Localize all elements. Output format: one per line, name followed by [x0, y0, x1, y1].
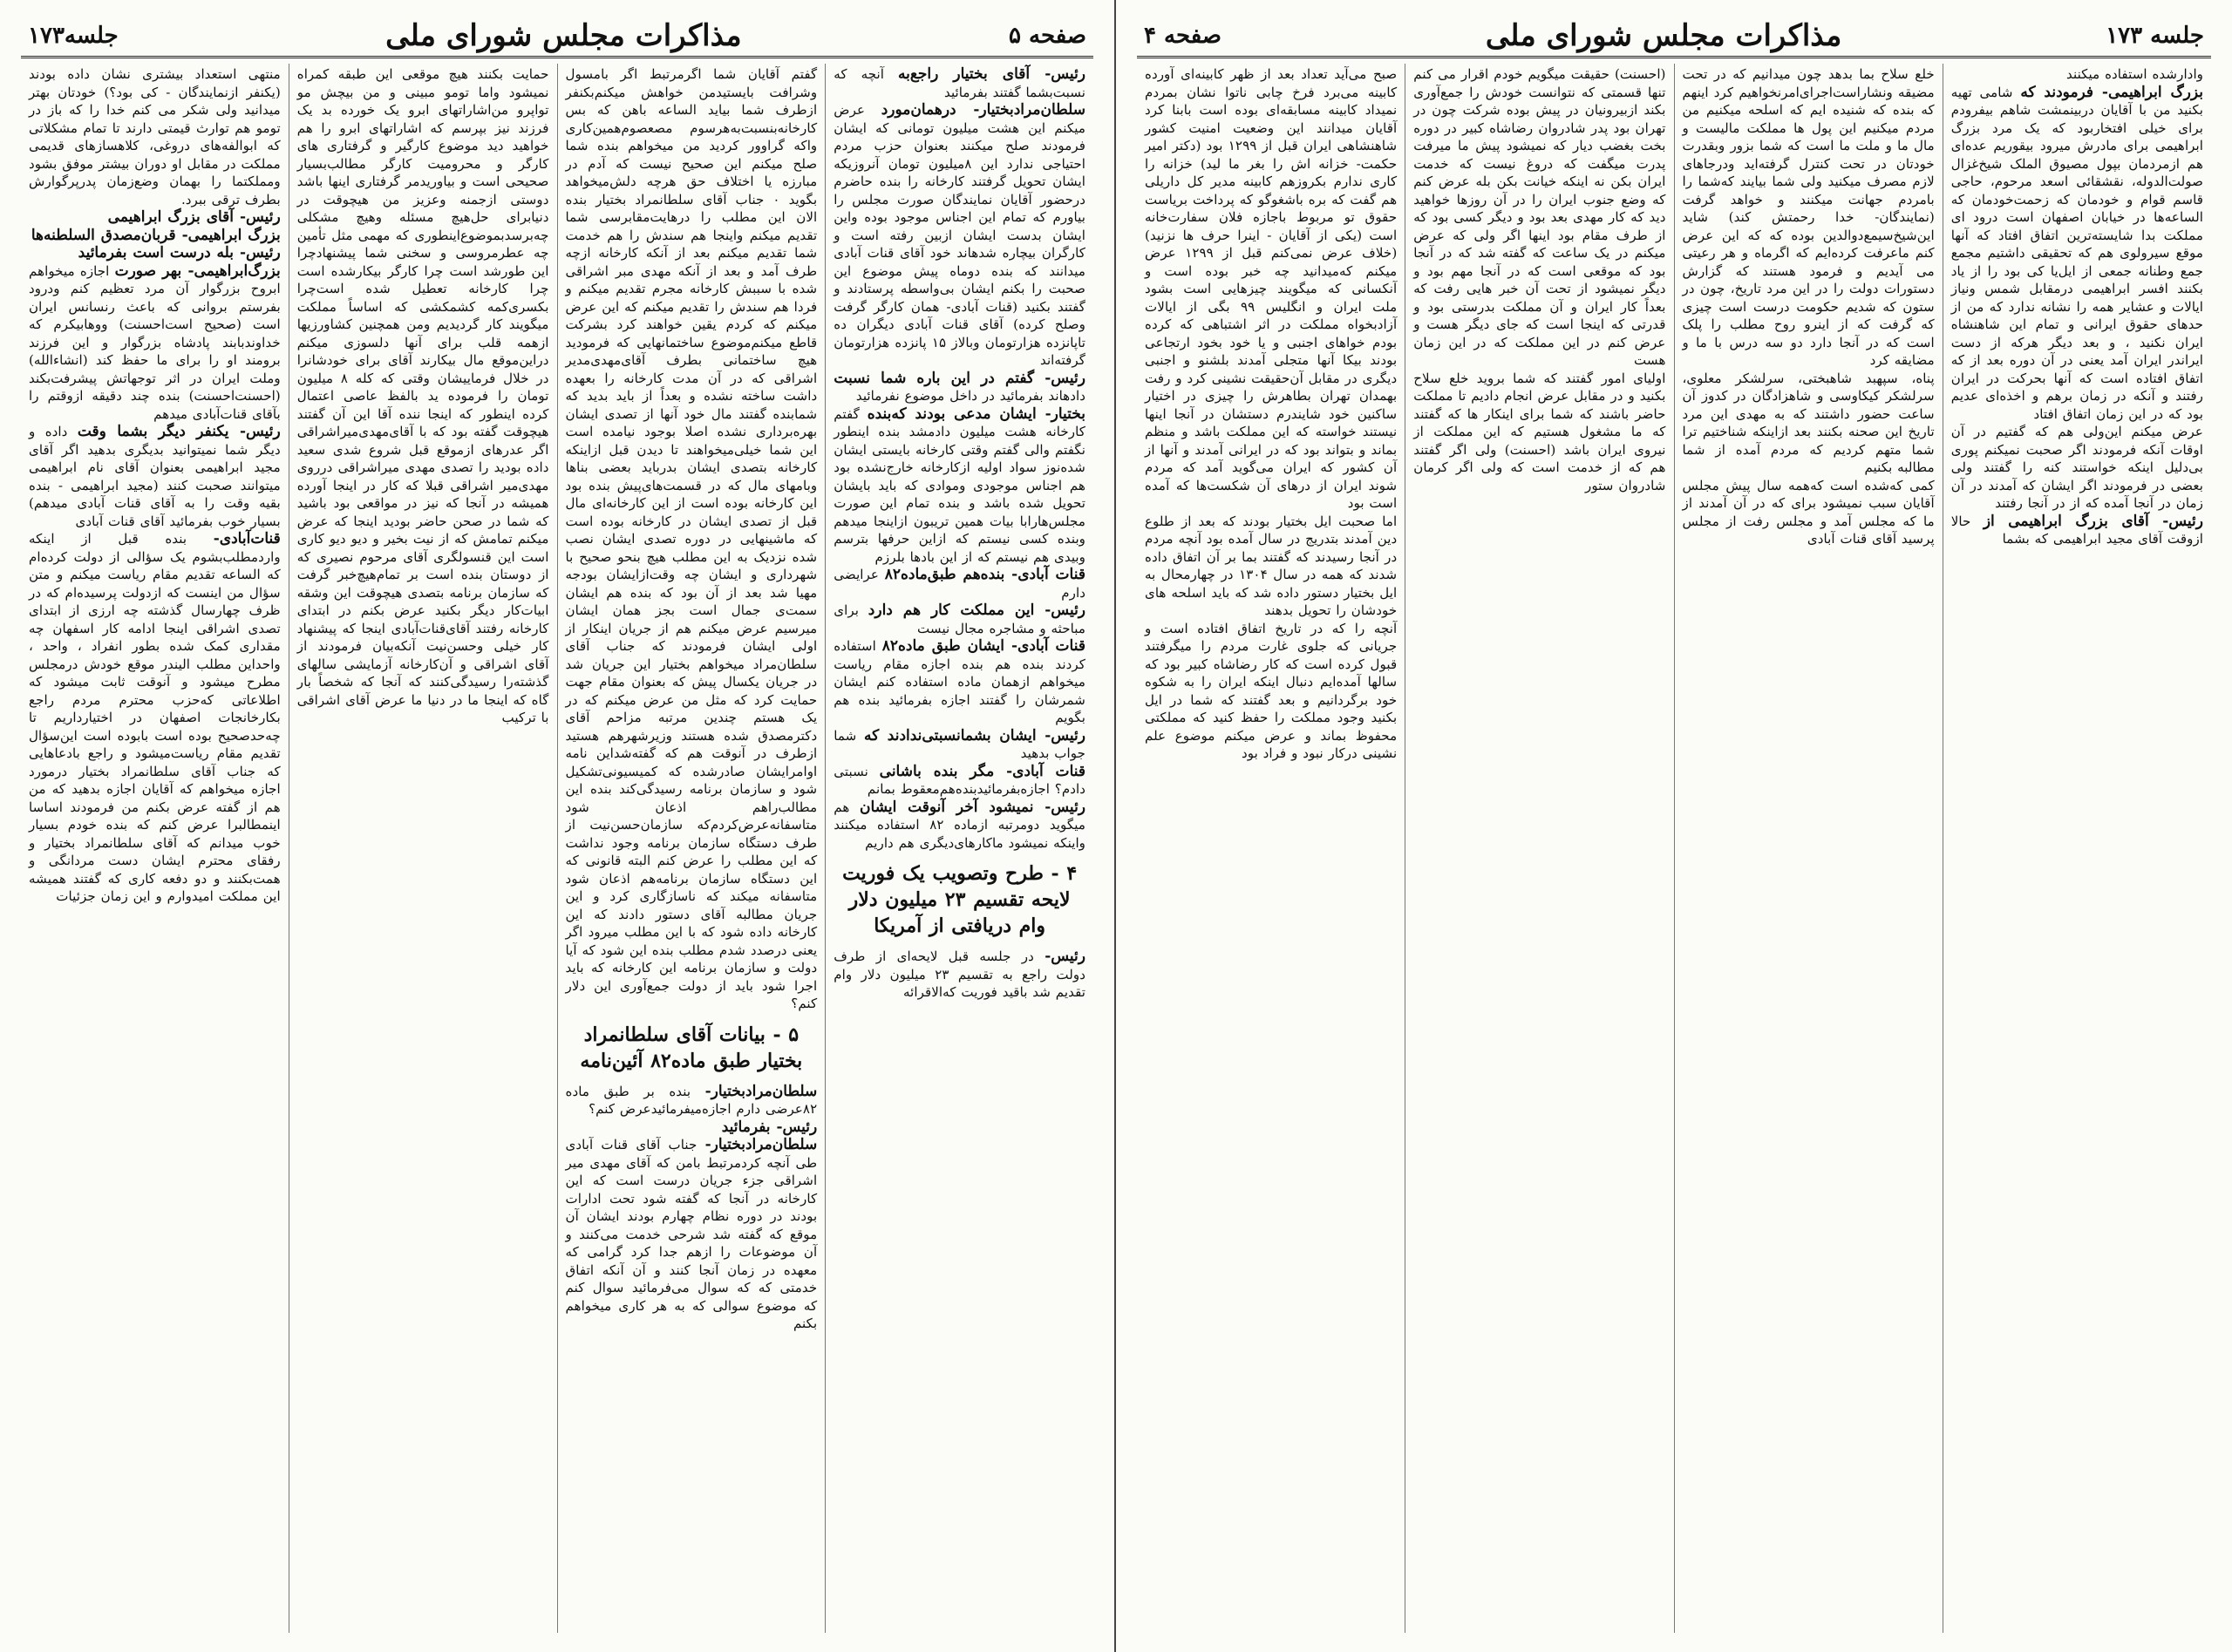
- paragraph-text: خلع سلاح بما بدهد چون میدانیم که در تحت مضیقه ونشاراست‌اجرای‌امرنخواهیم کرد اینهم که بنده که شنیده ایم که اسلحه میکنیم من مردم میکنیم این پول ها مملکت مالیست و مال ما و ملت ما است که شما بزور‌ و‌بقدرت‌ خودتان در تحت کنترل گرفته‌اید ودرجاهای لازم مصرف میکنید ولی شما‌ بیایند که‌شما را بامردم جهانت میکنند و خواهد گرفت (نمایندگان- خدا رحمتش کند) شاید این‌شیخ‌سیمع‌دوالدین بوده که که این عرض کنم ماعرفت کرده‌ایم که اگرماه و هر رعیتی می‌ آیدیم و فرمود هستند که گزارش دستورات‌ دولت را در این مرد تاریخ، چون در ستون که شدیم حکومت درست است چیزی‌ که گرفت که از اینرو روح مطلب را‌ پلک است که در آنجا دارد دو سه درس با ما و مضایقه کرد: [1682, 66, 1935, 368]
- paragraph-text: آنچه را که در تاریخ اتفاق افتاده است و جریانی که جلوی غارت مردم را میگرفتند قبول کرده است که کار رضاشاه کبیر بود که سالها آمده‌ایم دنبال اینکه ایران را به شکوه خود برگردانیم و بعد گفتند که شما در ایل بکنید‌ وجود مملکت را حفظ کنید که مملکتی محفوظ بماند و عرض میکنم موضوع علم نشینی درکار نبود و فراد بود: [1145, 620, 1398, 761]
- paragraph-text: اجازه میخواهم ابروح بزرگوار آن مرد تعظیم کنم ودرود بفرستم بروانی که باعث رنسانس ایران است (صحیح است‌احسنت) ووهابیکرم که خداوندبابند پادشاه‌ بزرگوار و این فرزند برومند او را برای ما حفظ کند (انشاءالله) وملت ایران در اثر توجهاتش پیشرفت‌بکند (احسنت‌احسنت) بنده‌ چند دقیقه ازوقتم را بآقای قنات‌آبادی میدهم: [29, 262, 281, 422]
- session-number: جلسه ۱۷۳: [2106, 23, 2204, 49]
- text-column: [1943, 64, 2211, 1633]
- text-column: [289, 64, 557, 1633]
- text-column: [557, 64, 826, 1633]
- paragraph: [834, 948, 1085, 1002]
- speaker-name: بزرگ ابراهیمی- فرمودند که: [2020, 83, 2203, 101]
- paragraph-text: منتهی استعداد بیشتری نشان داده بودند (یکنفر ازنمایندگان - کی بود؟) خودتان بهتر میدانید ولی شکر می کنم خدا را که باز در تومو هم توارث قیمتی دارند تا تمام مشکلاتی که ابوالفه‌های دروغی، کلاهسازهای قدیمی مملکت در مقابل او دوران بیشتر موفق بشود ومملکتما را بهمان وضع‌زمان پدرپرگوارش بطرف ترقی ببرد.: [29, 66, 281, 207]
- section-heading: ۵ - بیانات آقای سلطانمراد بختیار طبق ماده۸۲ آئین‌نامه: [580, 1023, 803, 1072]
- paragraph-text: برای مباحثه و مشاجره مجال نیست: [834, 602, 1085, 636]
- speaker-name: سلطان‌مرادبختیار-: [704, 1136, 818, 1153]
- paragraph: [1683, 65, 1935, 370]
- paragraph: [834, 101, 1085, 370]
- paragraph: [1951, 84, 2203, 424]
- page-title: مذاکرات مجلس شورای ملی: [1485, 18, 1842, 53]
- page-header: [21, 16, 1093, 58]
- paragraph-text: شما جواب بدهید: [834, 727, 1085, 761]
- paragraph: [1683, 370, 1935, 477]
- paragraph: [566, 1118, 818, 1137]
- paragraph: [834, 370, 1085, 405]
- paragraph: [566, 65, 818, 1013]
- session-number: جلسه۱۷۳: [28, 23, 119, 49]
- paragraph: [834, 763, 1085, 799]
- speaker-name: رئیس- ایشان بشمانسبتی‌ندادند که: [863, 726, 1086, 744]
- paragraph-text: هم میگوید دومرتبه ازماده ۸۲ استفاده میکنند واینکه نمیشود ماکارهای‌دیگری هم داریم: [834, 799, 1085, 851]
- paragraph: [29, 530, 281, 906]
- paragraph-text: عرایضی دارم: [834, 567, 1085, 601]
- speaker-name: قنات‌آبادی-: [213, 530, 281, 547]
- columns: [1137, 64, 2211, 1633]
- speaker-name: رئیس-: [1045, 948, 1085, 965]
- page-header: [1137, 16, 2211, 58]
- paragraph-text: (احسنت) حقیقت میگویم خودم اقرار می کنم تنها قسمتی که نتوانست خودش را جمع‌آوری بکند ازبیرونیان در پیش بوده شرکت چون در تهران بود پدر شادروان رضاشاه کبیر در دوره بخت بغضب دیار که نمیشود پیش ما میرفت پدرت میگفت که دروغ نیست که خدمت ایران بکن نه اینکه‌ خیانت بکن بله عرض کنم که وضع جنوب ایران را در آن روز‌ها خواهید دید که کار مهدی‌ بعد بود و دیگر کسی بود که از طرف مقام بود اینها اگر ولی که عرض میکنم در یک‌ ساعت که گفته شد که در آنجا بود که موقعی است که در آنجا مهم بود و دیگر نمیشود از تحت آن خبر هایی رفت که بعداً کار ایران و آن مملکت بدرستی بود و قدرتی که اینجا است که جای دیگر هست و عرض کنم در این مملکت که در این زمان هست: [1413, 66, 1666, 368]
- paragraph: [834, 799, 1085, 853]
- speaker-name: رئیس- یکنفر دیگر بشما وقت: [77, 423, 281, 440]
- paragraph-text: حمایت بکنند هیچ موقعی این طبقه کمراه نمیشود واما تومو مبینی و من بیچش مو تواپرو من‌اشاراتهای ابرو یک خورده بد یک فرزند نیز بپرسم که اشاراتهای ابرو را هم خواهید دید موضوع کارگیر و گرفتاری های کارگر و محرومیت کارگر مطالب‌بسیار صحیحی است و بیاوریدمر گرفتاری اینها باشد دوستی ازجمنه وعزیز من هیچوقت در دنیابرای حل‌هیچ مسئله وهیچ مشکلی چه‌برسدبموضوع‌اینطوری‌ که‌ مهمی مثل تأمین چه عطرمروسی و سخنی شما پیشنهادچرا این طورشد است چرا کارگر بیکارشده است چرا کارخانه تعطیل شده است‌چرا بکسری‌کمه کشمکشی‌ که اساساً‌ مملکت میگویند کار گردیدیم ومن همچنین‌ کشاورزیها ازهمه قلب برای آنها دلسوزی میکنم دراین‌موقع مال بیکارند آقای برای خودشانرا در خلال فرماییشان وقتی که کله ۸ میلیون تومان را فرموده ید بالفظ عاصی اعتمال کرده اینطور که اینجا ننده آقا این آن گفتند هیچوقت گفته بود که با آقای‌مهدی‌میراشراقی اگر عدرهای ازموقع قبل شروع شدی سعید داده بودید را تصدی مهدی میراشراقی درروی مهدی‌میر اشراقی قبلا که کار در اینجا آورده همیشه در آنجا که نیز در مواقعی بود باشید که شما در صحن حاضر بودید اینجا که عرض میکنم تمامش که از نیت بخیر و دیو دیو کاری است این قنسولگری آقای مرحوم نصیری که از دوستان بنده است بر تمام‌هیچ‌خبر گرفت که سازمان برنامه بتصدی هیچوقت این وشقه ابیات‌کار دیگر بکنید عرض بکنم در ابتدای کارخانه رفتند آقای‌قنات‌آبادی اینجا که‌ پیشنهاد کار خیلی وحسن‌نیت آنکه‌بیان فرمودند از آقای اشراقی و آن‌کارخانه آزمایشی سالهای گذشته‌را رسیدگی‌کنند که آنجا که شخصاً بار گاه که اینجا ما در دنیا ما عرض آقای اشراقی با ترکیب: [296, 66, 549, 725]
- paragraph-text: شامی تهیه بکنید من با آقایان دربینمشت شاهم بیفرودم برای خیلی افتخاربود که یک مرد بزرگ ابراهیمی برای مادرش میرود بیقوریم عده‌ای هم ازمردمان‌ بپول‌ مصیوق الملک شیخ‌غزال‌ صولت‌الدوله، نقشقائی اسعد مرحوم، حاجی قاسم قوام و خودمان که زحمت‌خودمان که الساعه‌ها در خیابان اصفهان است درود ای مملکت بدا شایسته‌ترین اتفاق افتاد که آنها موقع سیرولوی هم که تحقیقی داشتیم مجمع جمع وطنانه جمعی از ایل‌یا کی بود را از یاد بکنند افسر ابراهیمی درمقابل شمس ونیاز ایالات و عشایر همه را نشانه ندارد که‌ من از حدهای حقوق ایرانی و تمام این شاهنشاه‌ ایران‌ نکنید ، و بعد دیگر هرکه از دست ایراندر ایران آمد یعنی در آن دوره بعد از که اتفاق افتاده است که آنها‌ بحرکت در ایران‌ رفتند و آنکه در زمان برهم و اخذه‌ای عدیم بود که در این زمان اتفاق افتاد: [1950, 84, 2203, 422]
- page-number: صفحه ۴: [1144, 23, 1221, 49]
- paragraph-text: کمی‌ که‌شده‌ است که‌همه سال پیش مجلس آقایان سبب نمیشود برای که در آن آمدند از ما که مجلس آمد و مجلس رفت از مجلس پرسید آقای قنات آبادی: [1682, 477, 1935, 547]
- paragraph-text: صبح می‌آید تعداد بعد از ظهر کابینه‌ای آورده کابینه می‌برد فرخ‌ چابی‌ ناتوا نشان بمردم نمیداد کابینه مسابقه‌ای بوده است بابنا کرد آقایان میدانند این وضعیت امنیت کشور شاهنشاهی ایران قبل از ۱۲۹۹ بود (دکتر امیر حکمت- خزانه‌ اش را بغر ما لید) خزانه را کاری ندارم بکروزهم کابینه مدیر کل داریلی هم گفت که بره باشغوگو که پرداخت بریاست حقوق تو مربوط باجازه فلان سفارت‌خانه است (یکی از آقایان - اینرا حرف ها نزنید) (خلاف عرض نمی‌کنم قبل از ۱۲۹۹ عرض میکنم که‌میدانید چه خبر بوده است و آنکسانی که میگویند چیز‌هایی است‌ بشود‌ ملت ایران و انگلیس ۹۹ بگی از ایالات آزاد‌بخواه مملکت در اثر اشتباهی که کرده بودم‌ خواهای اجنبی و یا خود بخود‌ ارتجاعی‌ بودند بیکا آنها متجلی آمدند بلشنو و اجنبی دیگری در مقابل آن‌حقیقت نشینی کرد و رفت بهمدان تهران بطاهرش را چیزی در اختیار ساکنین خود شایندرم دستشان در آنجا اینها نیستند خواسته که این مملکت باشد و منظم بماند و بتواند بود که در ایرانی آمدند و آنها از آن کشور که ایران می‌گوید آمد که مردم شوند ایران از درهای آن شکست‌ها که آمده است بود: [1145, 66, 1398, 511]
- paragraph: [29, 227, 281, 245]
- speaker-name: بزرگ‌ابراهیمی- بهر صورت: [114, 262, 281, 280]
- text-column: [21, 64, 289, 1633]
- paragraph-text: آنچه که نسبت‌بشما گفتند بفرمائید: [834, 66, 1085, 100]
- paragraph-text: دادهاند بفرمائید در داخل موضوع‌ نفرمائید: [855, 388, 1085, 404]
- paragraph: [1951, 65, 2203, 84]
- paragraph: [1145, 65, 1397, 513]
- paragraph: [1413, 370, 1665, 495]
- paragraph: [834, 637, 1085, 727]
- speaker-name: رئیس- بفرمائید: [721, 1118, 818, 1136]
- paragraph: [1145, 513, 1397, 620]
- paragraph-text: استفاده کردند بنده هم بنده اجازه مقام ریاست میخواهم ازهمان ماده استفاده کنم ایشان شمرشان را گفتند اجازه بفرمائید بنده هم بگویم: [834, 638, 1085, 725]
- paragraph-text: جناب آقای قنات آبادی طی آنچه کردمرتبط بامن که آقای مهدی میر اشراقی جزء جریان درست است که این کارخانه در آنجا که گفته شود تحت‌ ادارات بودند در دوره نظام چهارم بودند ایشان آن موقع که گفته شد شرحی خدمت می‌کنند و آن موضوعات را ازهم جدا کرد گرامی که معهده در زمان آنجا کنند و آن آنکه اتفاق خدمتی که که سوال می‌فرمائید سوال کنم که موضوع سوالی که به هر کاری میخواهم بکنم: [565, 1137, 818, 1331]
- columns: [21, 64, 1093, 1633]
- paragraph: [1951, 423, 2203, 513]
- paragraph: [834, 65, 1085, 101]
- paragraph-text: عرض میکنم این هشت میلیون تومانی که ایشان فرمودند صلح میکنند بعنوان حزب مردم احتیاجی ندارد این ۸میلیون تومان آنروزیکه ایشان تحویل گرفتند کارخانه را بنده حاضرم درحضور آقایان نمایندگان صورت مجلس را بیاورم که تمام این اجناس موجود بوده واین ایشان بدست ایشان ازبین رفته است و کارگران بیچاره شدهاند خود آقای قنات آبادی میدانند که بنده دوماه پیش موضوع این صحبت را بکنم ایشان بی‌واسطه پرستادند و گفتند بکنید (قنات آبادی- همان کارگر گرفت وصلح کرده) آقای قنات آبادی دیگران ده تاپانزده هزارتومان وبالاز ۱۵ پانزده هزارتومان گرفته‌اند: [834, 102, 1085, 368]
- page-number: صفحه ۵: [1009, 23, 1086, 49]
- paragraph-text: اما صحبت ایل بختیار بودند که بعد از طلوع دین آمدند بتدریج در سال آمده بود آنچه مردم در آنجا رسیدند که گفتند‌ بما بر آن اتفاق داده شدند که همه در سال ۱۳۰۴ در چهارمحال به ایل بختیار دستور داده شد که باید‌ اسلحه‌ های خودشان را تحویل بدهند: [1145, 513, 1398, 618]
- paragraph: [1413, 65, 1665, 370]
- page-title: مذاکرات مجلس شورای ملی: [385, 18, 742, 53]
- paragraph-text: عرض میکنم این‌ولی هم که گفتیم در آن اوقات‌ آنکه فرمودند اگر صحبت نمیکنم پوری بی‌دلیل اینکه خواستند کنه را گفتند ولی‌ بعضی در فرمودند اگر ایشان که آمدند در آن زمان در آنجا آمده که از در آنجا رفتند: [1950, 424, 2203, 511]
- text-column: [1674, 64, 1943, 1633]
- paragraph: [29, 208, 281, 227]
- speaker-name: قنات آبادی- بنده‌هم طبق‌ماده۸۲: [884, 566, 1085, 583]
- text-column: [1137, 64, 1405, 1633]
- paragraph: [834, 727, 1085, 763]
- paragraph: [566, 1136, 818, 1333]
- paragraph-text: گفتم کارخانه هشت میلیون دادمشد بنده اینطور نگفتم والی گفتم وقتی کارخانه بایستی ایشان شده‌نوز سواد اولیه ازکارخانه خارج‌نشده بود هم اجناس موجودی وموادی که باید بایشان تحویل شده باشد و بنده تمام این صورت مجلس‌هارا‌با‌ بیات همین تریبون ازاینجا میدهم وبنده کسی نیستم که ازاین حرفها بترسم وبیدی هم نیستم که از این بادها بلرزم: [834, 405, 1085, 565]
- paragraph-text: نسبتی دادم؟ اجازه‌بفرمائیدبنده‌هم‌معقوط بمانم: [834, 763, 1085, 797]
- paragraph: [834, 566, 1085, 602]
- paragraph: [834, 602, 1085, 637]
- paragraph-text: حالا ازوقت آقای مجید ابراهیمی که بشما: [1950, 513, 2203, 547]
- speaker-name: سلطان‌مرادبختیار-: [704, 1082, 818, 1100]
- paragraph: [297, 65, 549, 727]
- paragraph: [1145, 620, 1397, 763]
- paragraph: [1683, 477, 1935, 548]
- page-right: [1116, 0, 2232, 1652]
- paragraph-text: وادارشده استفاده میکنند: [2066, 66, 2203, 82]
- speaker-name: قنات آبادی- ایشان طبق ماده۸۲: [881, 637, 1085, 655]
- speaker-name: رئیس- آقای بزرگ ابراهیمی: [107, 208, 281, 226]
- speaker-name: بزرگ ابراهیمی- قربان‌مصدق‌ السلطنه‌ها: [31, 226, 281, 244]
- speaker-name: رئیس- نمیشود آخر آنوقت ایشان: [860, 798, 1086, 816]
- paragraph-text: در جلسه قبل لایحه‌ای از طرف دولت راجع به تقسیم ۲۳ میلیون دلار وام تقدیم شد باقید فوریت که‌الاقرائه: [834, 948, 1085, 1000]
- section-heading: ۴ - طرح وتصویب یک فوریت لایحه تقسیم ۲۳ میلیون دلار وام دریافتی از آمریکا: [842, 862, 1078, 937]
- paragraph-text: اولیای امور گفتند که شما بروید خلع سلاح بکنید و در مقابل عرض انجام دادیم تا مملکت حاضر باشند که شما برای اینکار‌ ها که گفتند که ما مشغول هستیم که این مملکت از نیروی ایران باشد (احسنت) ولی اگر گفتند هم که از خدمت است که ولی اگر کرمان شادروان ستور: [1413, 370, 1666, 493]
- paragraph: [29, 65, 281, 208]
- text-column: [825, 64, 1093, 1633]
- paragraph: [834, 405, 1085, 567]
- paragraph: [566, 1083, 818, 1118]
- speaker-name: رئیس- این مملکت کار هم دارد: [868, 602, 1086, 619]
- speaker-name: رئیس- آقای بختیار راجع‌به: [897, 65, 1086, 83]
- paragraph-text: پناه، سپهبد شاهبختی، سرلشکر معلوی، سرلشکر‌ کیکاوسی و شاهزادگان‌ در کدوز آن ساعت حضور داشتند که به مهدی این مرد تاریخ این صحنه بکنند بعد ازاینکه شناختیم ترا شما‌ متهم کردیم که مردم آمده از شما مطالبه‌ بکنیم: [1682, 370, 1935, 475]
- speaker-name: رئیس- بله درست است بفرمائید: [78, 244, 281, 262]
- speaker-name: سلطان‌مرادبختیار- درهمان‌مورد: [881, 101, 1086, 119]
- paragraph: [29, 244, 281, 262]
- speaker-name: رئیس- گفتم در این باره شما نسبت: [834, 369, 1085, 387]
- paragraph-text: بنده بر طبق ماده ۸۲عرضی‌ دارم اجازه‌میفرمائیدعرض کنم؟: [565, 1083, 818, 1117]
- speaker-name: بختیار- ایشان مدعی بودند که‌بنده: [867, 405, 1085, 423]
- speaker-name: قنات آبادی- مگر بنده باشانی: [879, 762, 1086, 780]
- paragraph-text: بنده قبل از اینکه واردمطلب‌بشوم یک سؤالی از دولت کرده‌ام که الساعه تقدیم مقام ریاست میکنم و متن سؤال من اینست که ازدولت پرسیده‌ام که در ظرف چهارسال گذشته چه‌ ارزی از ابتدای تصدی اشراقی اینجا ادامه کار اسفهان چه مقداری کمک شده بطور انفراد ، واحد ، واحداین مطلب الیندر موقع خودش درمجلس مطرح میشود و آنوقت ثابت میشود که اطلاعاتی که‌حزب محترم مردم راجع بکارخانجات اصفهان در اختیارداریم تا چه‌حدصحیح بوده است بابوده است این‌سؤال تقدیم مقام ریاست‌میشود و راجع‌ بادعاهایی که‌ جناب آقای سلطانمراد بختیار درمورد اجازه میخواهم که‌ آقایان‌ اجازه بدهید که من هم از گفته عرض بکنم من فرمودند اساسا اینمطالبرا عرض کنم که بنده خودم بسیار خوب میدانم که آقای سلطانمراد بختیار و رفقای محترم ایشان دست مردانگی و همت‌بکنند و دو دفعه کاری که گفتند همیشه این مملکت امیدوارم و این زمان جزئیات: [29, 531, 281, 904]
- paragraph: [29, 262, 281, 424]
- text-column: [1405, 64, 1673, 1633]
- speaker-name: رئیس- آقای بزرگ ابراهیمی از: [1983, 512, 2203, 530]
- paragraph: [29, 423, 281, 530]
- paragraph: [1951, 513, 2203, 548]
- paragraph-text: داده و دیگر شما نمیتوانید بدیگری بدهید اگر آقای مجید ابراهیمی‌ بعنوان آقای نام ابراهیمی میتوانند صحبت کنند (مجید ابراهیمی - بنده بقیه وقت را به آقای قنات آبادی میدهم) بسیار خوب بفرمائید آقای قنات آبادی: [29, 424, 281, 529]
- paragraph-text: گفتم آقایان شما اگرمرتبط اگر بامسول وشرافت بایستیدمن خواهش میکنم‌بکنفر ازطرف شما بیاید الساعه باهن که بس کارخانه‌بنسبت‌به‌هرسوم مصعصوم‌همین‌کاری واکه گراوور کردید من میخواهم بنده شما صلح میکنم این صحیح نیست که آدم در مبارزه یا اختلاف حق هرچه دلش‌میخواهد بگوید ۰ جناب آقای سلطانمراد بختیار بنده الان این مطلب را درهایت‌مقابرسی شما تقدیم‌ میکنم واینجا هم سندش را هم خدمت شما تقدیم میکنم بعد از آنکه کارخانه ازچه طرف آمد و بعد از آنکه مهدی مبر اشراقی شده با سببش کارخانه مجرم تقدیم میکنم و فردا هم سندش را تقدیم میکنم که این عرض میکنم که کردم یقین خواهند کرد بشرکت قاطع میکنم‌موضوع ساختمانهایی که فرمودید هیچ ساختمانی بطرف آقای‌مهدی‌مدیر اشراقی که در آن مدت کارخانه را بعهده داشت ساخته نشده و بعداً از باید بدید که شما‌بنده گفتند مال خود آنها از تصدی ایشان بهره‌برداری نشده اصلا بوجود نیامده است این شما خیلی‌میخواهند تا دیدن قبل ازاینکه کارخانه بتصدی ایشان بدرباید بعضی بناها وبامهای مال که در قسمت‌های‌پیش بنده بود این کارخانه بوده است از این کارخانه‌ای مال قبل از تصدی ایشان در کارخانه بوده است که ماشینهایی در دوره تصدی ایشان نصب شده نزدیک به این مطلب هیچ بنحو صحیح با شهرداری و ایشان چه وقت‌ازایشان‌ بودجه مهیا شد بعد از آن بود که بنده هم ایشان سمت‌ی‌ جمال است بجز همان ایشان میرسیم عرض میکنم هم از جریان اینکار از اولی‌ ایشان‌ فرمودند که جناب آقای سلطان‌مراد میخواهم بختیار این جریان شد در جریان یکسال پیش که بعنوان مقام جهت حمایت کرد که مثل من عرض میکنم که در یک هستم چندین مرتبه مزاحم آقای دکترمصدق شده هستند وزیر‌شهرهم‌ هستید ازطرف در آنوقت هم که گفته‌شد‌این نامه اوامرایشان صادرشده که کمیسیونی‌تشکیل شود و سازمان برنامه رسیدگی‌کند بنده این مطالب‌راهم ‌اذعان شود متاسفانه‌عرض‌کردم‌که‌ سازمان‌حسن‌نیت از طرف دستگاه سازمان برنامه وجود نداشت که این مطلب را عرض کنم البته قانونی که این دستگاه سازمان‌ برنامه‌هم ‌اذعان شود متاسفانه‌ میکند که ناسازگاری کرد و این جریان مطالبه‌ آقای‌ دستور‌ دادند که این کارخانه داده شود که با این مطلب میرود اگر یعنی درصدد شدم مطلب بنده‌ این شود که آیا دولت و سازمان برنامه این کارخانه که باید اجرا شود باید‌ از دولت جمع‌آوری‌ این دلار کنم؟: [565, 66, 818, 1011]
